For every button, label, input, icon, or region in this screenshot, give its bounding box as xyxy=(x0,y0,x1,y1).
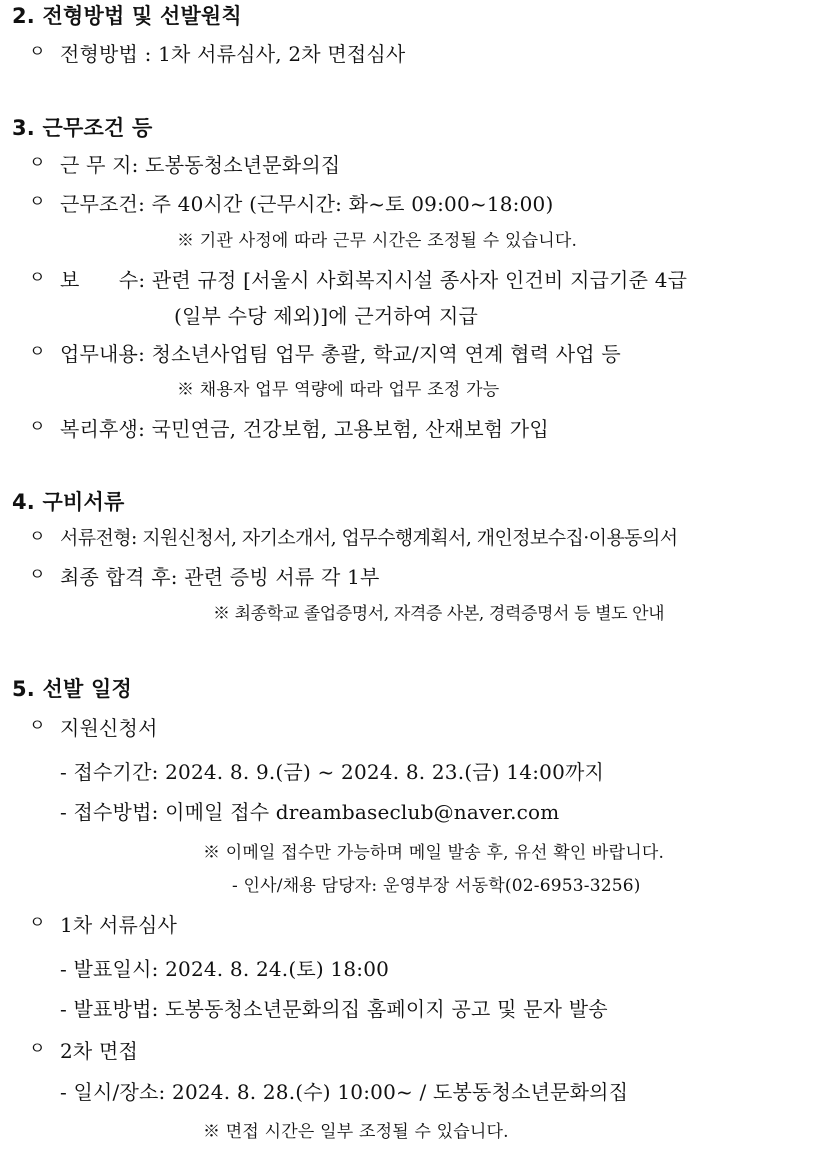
round-2-schedule: - 일시/장소: 2024. 8. 28.(수) 10:00~ / 도봉동청소년문화의집 xyxy=(60,1080,629,1104)
round-2-note: ※ 면접 시간은 일부 조정될 수 있습니다. xyxy=(203,1122,509,1142)
item-text: 보 수: 관련 규정 [서울시 사회복지시설 종사자 인건비 지급기준 4급 xyxy=(60,268,688,292)
item-text: 근 무 지: 도봉동청소년문화의집 xyxy=(60,153,341,177)
bullet-icon: ㅇ xyxy=(29,268,46,288)
work-hours-note: ※ 기관 사정에 따라 근무 시간은 조정될 수 있습니다. xyxy=(177,231,578,251)
section-2-heading: 2. 전형방법 및 선발원칙 xyxy=(12,4,242,28)
item-text: 2차 면접 xyxy=(60,1039,139,1063)
round-1-announcement-date: - 발표일시: 2024. 8. 24.(토) 18:00 xyxy=(60,957,390,981)
item-text: 업무내용: 청소년사업팀 업무 총괄, 학교/지역 연계 협력 사업 등 xyxy=(60,342,621,366)
item-text: 1차 서류심사 xyxy=(60,913,178,937)
item-text: 지원신청서 xyxy=(60,716,158,740)
section-3-heading: 3. 근무조건 등 xyxy=(12,116,153,140)
bullet-icon: ㅇ xyxy=(29,153,46,173)
section-5-heading: 5. 선발 일정 xyxy=(12,677,132,701)
bullet-icon: ㅇ xyxy=(29,716,46,736)
section-4-heading: 4. 구비서류 xyxy=(12,490,125,514)
application-period: - 접수기간: 2024. 8. 9.(금) ~ 2024. 8. 23.(금) 14:00까지 xyxy=(60,760,605,784)
item-text: 복리후생: 국민연금, 건강보험, 고용보험, 산재보험 가입 xyxy=(60,417,549,441)
duties-note: ※ 채용자 업무 역량에 따라 업무 조정 가능 xyxy=(177,380,500,400)
pay-continuation: (일부 수당 제외)]에 근거하여 지급 xyxy=(174,304,478,328)
bullet-icon: ㅇ xyxy=(29,42,46,62)
final-documents-note: ※ 최종학교 졸업증명서, 자격증 사본, 경력증명서 등 별도 안내 xyxy=(213,604,665,624)
bullet-icon: ㅇ xyxy=(29,342,46,362)
bullet-icon: ㅇ xyxy=(29,1039,46,1059)
application-note: ※ 이메일 접수만 가능하며 메일 발송 후, 유선 확인 바랍니다. xyxy=(203,843,665,863)
bullet-icon: ㅇ xyxy=(29,527,45,547)
hr-contact: - 인사/채용 담당자: 운영부장 서동학(02-6953-3256) xyxy=(232,876,641,896)
round-1-announcement-method: - 발표방법: 도봉동청소년문화의집 홈페이지 공고 및 문자 발송 xyxy=(60,997,608,1021)
bullet-icon: ㅇ xyxy=(29,417,46,437)
item-text: 전형방법 : 1차 서류심사, 2차 면접심사 xyxy=(60,42,406,66)
item-text: 최종 합격 후: 관련 증빙 서류 각 1부 xyxy=(60,565,380,589)
item-text: 서류전형: 지원신청서, 자기소개서, 업무수행계획서, 개인정보수집·이용동의서 xyxy=(60,527,678,549)
application-method: - 접수방법: 이메일 접수 dreambaseclub@naver.com xyxy=(60,800,560,824)
bullet-icon: ㅇ xyxy=(29,565,46,585)
bullet-icon: ㅇ xyxy=(29,913,46,933)
item-text: 근무조건: 주 40시간 (근무시간: 화~토 09:00~18:00) xyxy=(60,192,554,216)
bullet-icon: ㅇ xyxy=(29,192,46,212)
